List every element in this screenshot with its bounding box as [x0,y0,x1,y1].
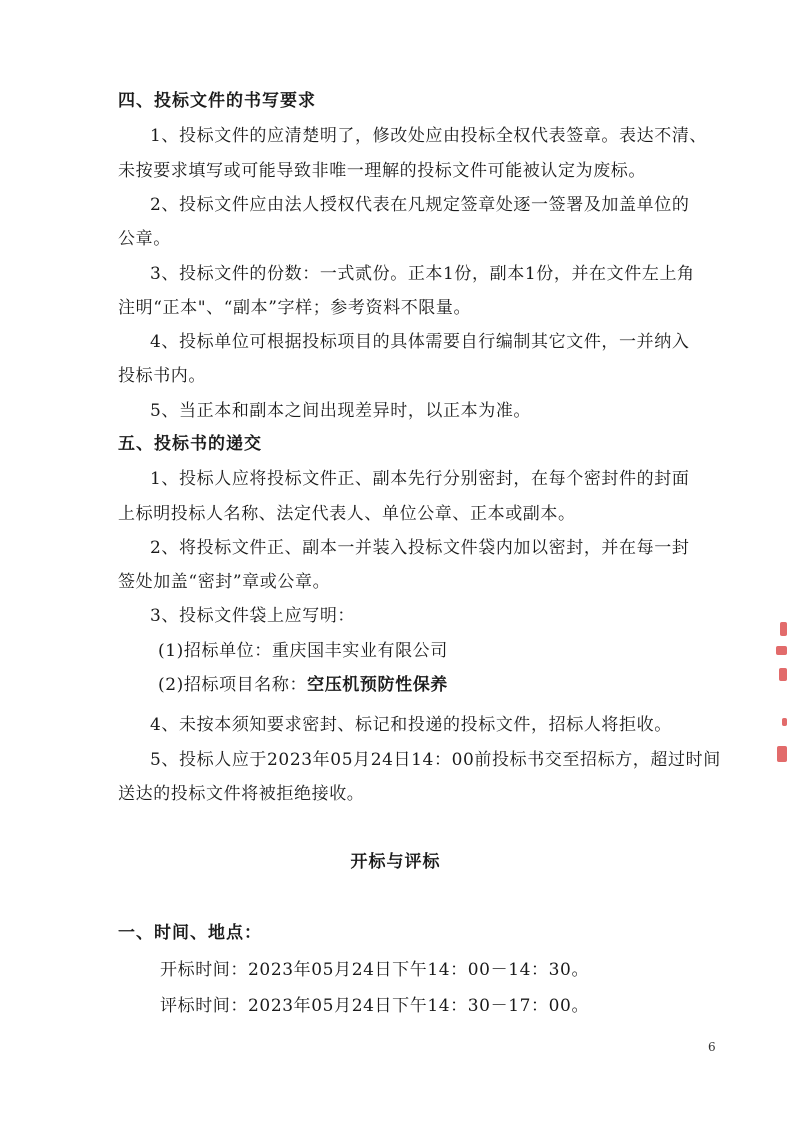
seal-mark-2 [776,646,787,655]
section5-item2-prefix: (2)招标项目名称： [158,675,308,695]
section5-p5-line2: 送达的投标文件将被拒绝接收。 [118,784,365,804]
page-number: 6 [708,1040,716,1054]
section5-p2-line1: 2、将投标文件正、副本一并装入投标文件袋内加以密封，并在每一封 [150,538,690,558]
section4-p1-line2: 未按要求填写或可能导致非唯一理解的投标文件可能被认定为废标。 [118,161,646,181]
eval-time: 评标时间：2023年05月24日下午14：30－17：00。 [160,996,590,1016]
section4-heading: 四、投标文件的书写要求 [118,91,316,111]
section5-item2-value: 空压机预防性保养 [307,675,448,695]
opening-title: 开标与评标 [350,852,441,872]
section4-p1-line1: 1、投标文件的应清楚明了，修改处应由投标全权代表签章。表达不清、 [150,126,708,146]
section5-p1-line2: 上标明投标人名称、法定代表人、单位公章、正本或副本。 [118,504,576,524]
open-time: 开标时间：2023年05月24日下午14：00－14：30。 [160,960,590,980]
section5-heading: 五、投标书的递交 [118,434,262,454]
section4-p4-line1: 4、投标单位可根据投标项目的具体需要自行编制其它文件，一并纳入 [150,332,690,352]
section5-p5-line1: 5、投标人应于2023年05月24日14：00前投标书交至招标方，超过时间 [150,750,721,770]
section5-p1-line1: 1、投标人应将投标文件正、副本先行分别密封，在每个密封件的封面 [150,469,690,489]
seal-mark-1 [780,622,787,636]
seal-mark-5 [777,746,787,762]
section4-p2-line2: 公章。 [118,229,171,249]
section4-p3-line2: 注明“正本"、“副本”字样；参考资料不限量。 [118,298,472,318]
seal-mark-4 [782,718,787,726]
section5-item2 [158,674,448,696]
section4-p2-line1: 2、投标文件应由法人授权代表在凡规定签章处逐一签署及加盖单位的 [150,195,690,215]
opening-heading: 一、时间、地点： [118,923,262,943]
section4-p3-line1: 3、投标文件的份数：一式贰份。正本1份，副本1份，并在文件左上角 [150,264,695,284]
section5-p3-line1: 3、投标文件袋上应写明： [150,606,356,626]
section5-p2-line2: 签处加盖“密封”章或公章。 [118,572,331,592]
seal-mark-3 [779,668,787,681]
section5-p4-line1: 4、未按本须知要求密封、标记和投递的投标文件，招标人将拒收。 [150,715,672,735]
section4-p5-line1: 5、当正本和副本之间出现差异时，以正本为准。 [150,401,532,421]
section4-p4-line2: 投标书内。 [118,366,206,386]
section5-item1: (1)招标单位：重庆国丰实业有限公司 [158,641,448,661]
